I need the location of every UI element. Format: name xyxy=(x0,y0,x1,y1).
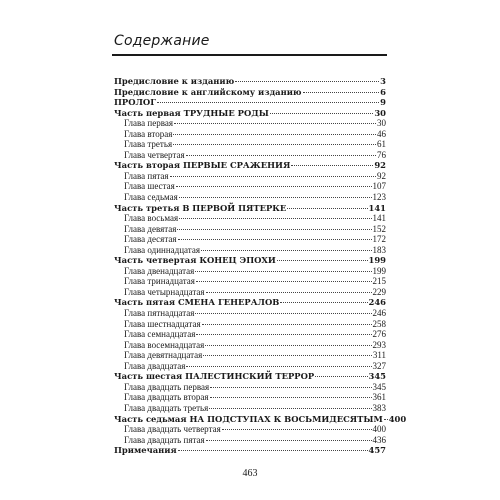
dot-leader xyxy=(210,397,372,398)
toc-chapter-entry xyxy=(114,392,386,403)
dot-leader xyxy=(277,260,368,261)
toc-entry-page: 76 xyxy=(377,149,386,160)
dot-leader xyxy=(196,334,371,335)
toc-chapter-entry xyxy=(114,435,386,446)
toc-entry-page: 123 xyxy=(372,192,386,203)
toc-chapter-entry xyxy=(114,350,386,361)
dot-leader xyxy=(195,271,371,272)
toc-entry-label: Глава девятая xyxy=(124,223,177,234)
toc-entry-label: Предисловие к изданию xyxy=(114,76,235,86)
dot-leader xyxy=(270,113,374,114)
dot-leader xyxy=(201,250,372,251)
dot-leader xyxy=(178,450,368,451)
dot-leader xyxy=(203,355,372,356)
toc-entry-page: 92 xyxy=(374,160,386,171)
toc-entry-page: 172 xyxy=(372,234,386,245)
toc-entry-page: 327 xyxy=(372,360,386,371)
dot-leader xyxy=(287,208,367,209)
dot-leader xyxy=(205,345,371,346)
toc-chapter-entry xyxy=(114,276,386,287)
dot-leader xyxy=(178,239,372,240)
toc-entry-page: 293 xyxy=(372,339,386,350)
toc-entry-label: Глава двадцать четвертая xyxy=(124,424,221,435)
toc-chapter-entry xyxy=(114,287,386,298)
dot-leader xyxy=(206,440,372,441)
toc-chapter-entry xyxy=(114,129,386,140)
title-rule xyxy=(112,54,387,56)
toc-entry-page: 141 xyxy=(372,213,386,224)
toc-entry-page: 199 xyxy=(372,265,386,276)
toc-chapter-entry xyxy=(114,424,386,435)
toc-entry-page: 6 xyxy=(380,86,386,97)
toc-entry-label: Глава восьмая xyxy=(124,213,179,224)
toc-entry-label: Примечания xyxy=(114,445,177,456)
toc-part-entry xyxy=(114,445,386,456)
toc-chapter-entry xyxy=(114,340,386,351)
toc-entry-label: Предисловие к английскому изданию xyxy=(114,86,302,97)
toc-entry-page: 46 xyxy=(377,128,386,139)
toc-chapter-entry xyxy=(114,224,386,235)
toc-chapter-entry xyxy=(114,181,386,192)
toc-entry-label: Глава пятая xyxy=(124,170,169,181)
toc-entry-page: 400 xyxy=(388,413,407,424)
toc-entry-label: Глава седьмая xyxy=(124,192,178,203)
dot-leader xyxy=(157,102,379,103)
toc-entry-page: 215 xyxy=(372,276,386,287)
toc-chapter-entry xyxy=(114,150,386,161)
dot-leader xyxy=(209,408,371,409)
toc-chapter-entry xyxy=(114,192,386,203)
toc-entry-label: Глава четвертая xyxy=(124,149,185,160)
toc-entry-page: 311 xyxy=(372,350,386,361)
toc-entry-label: Глава четырнадцатая xyxy=(124,286,205,297)
toc-entry-page: 229 xyxy=(372,286,386,297)
toc-entry-label: Глава двадцать вторая xyxy=(124,392,209,403)
toc-entry-label: Глава двадцать пятая xyxy=(124,434,205,445)
toc-entry-page: 345 xyxy=(372,381,386,392)
toc-entry-label: Глава шестая xyxy=(124,181,175,192)
toc-part-entry xyxy=(114,87,386,98)
toc-part-entry xyxy=(114,371,386,382)
toc-entry-page: 436 xyxy=(372,434,386,445)
toc-entry-label: Глава шестнадцатая xyxy=(124,318,201,329)
toc-entry-label: Часть шестая ПАЛЕСТИНСКИЙ ТЕРРОР xyxy=(114,371,315,382)
toc-chapter-entry xyxy=(114,118,386,129)
toc-chapter-entry xyxy=(114,403,386,414)
toc-entry-label: Глава девятнадцатая xyxy=(124,350,203,361)
toc-chapter-entry xyxy=(114,319,386,330)
toc-chapter-entry xyxy=(114,245,386,256)
toc-entry-label: Глава третья xyxy=(124,139,173,150)
toc-chapter-entry xyxy=(114,361,386,372)
toc-entry-page: 246 xyxy=(368,297,386,308)
toc-entry-label: Часть первая ТРУДНЫЕ РОДЫ xyxy=(114,107,269,118)
dot-leader xyxy=(196,281,372,282)
toc-part-entry xyxy=(114,297,386,308)
dot-leader xyxy=(291,165,373,166)
toc-entry-page: 30 xyxy=(374,107,386,118)
toc-entry-label: Глава двенадцатая xyxy=(124,265,195,276)
toc-entry-page: 457 xyxy=(368,445,386,456)
toc-entry-page: 345 xyxy=(368,371,386,382)
toc-chapter-entry xyxy=(114,171,386,182)
toc-entry-label: Часть вторая ПЕРВЫЕ СРАЖЕНИЯ xyxy=(114,160,291,171)
dot-leader xyxy=(303,92,380,93)
toc-part-entry xyxy=(114,97,386,108)
toc-chapter-entry xyxy=(114,213,386,224)
table-of-contents xyxy=(114,76,407,456)
toc-entry-label: Глава двадцать первая xyxy=(124,381,210,392)
toc-entry-label: Глава двадцать третья xyxy=(124,402,209,413)
dot-leader xyxy=(179,218,371,219)
toc-chapter-entry xyxy=(114,308,386,319)
dot-leader xyxy=(202,324,372,325)
toc-entry-page: 107 xyxy=(372,181,386,192)
page-number: 463 xyxy=(242,468,258,479)
toc-entry-page: 400 xyxy=(372,424,386,435)
toc-entry-label: Часть четвертая КОНЕЦ ЭПОХИ xyxy=(114,255,276,266)
dot-leader xyxy=(186,366,371,367)
toc-entry-page: 383 xyxy=(372,402,386,413)
toc-entry-label: Глава тринадцатая xyxy=(124,276,195,287)
dot-leader xyxy=(177,229,371,230)
toc-entry-page: 199 xyxy=(368,255,386,266)
toc-part-entry xyxy=(114,255,386,266)
dot-leader xyxy=(174,123,376,124)
toc-entry-page: 3 xyxy=(380,76,386,86)
toc-part-entry xyxy=(114,108,386,119)
toc-entry-page: 141 xyxy=(368,202,386,213)
toc-chapter-entry xyxy=(114,234,386,245)
toc-entry-label: Часть пятая СМЕНА ГЕНЕРАЛОВ xyxy=(114,297,280,308)
toc-entry-page: 258 xyxy=(372,318,386,329)
dot-leader xyxy=(222,429,372,430)
toc-entry-label: Глава первая xyxy=(124,118,173,129)
toc-entry-page: 152 xyxy=(372,223,386,234)
toc-entry-label: Глава вторая xyxy=(124,128,173,139)
toc-entry-page: 61 xyxy=(377,139,386,150)
toc-entry-label: Глава восемнадцатая xyxy=(124,339,205,350)
dot-leader xyxy=(210,387,371,388)
dot-leader xyxy=(179,197,372,198)
toc-entry-label: Глава десятая xyxy=(124,234,177,245)
toc-entry-page: 30 xyxy=(377,118,386,129)
toc-chapter-entry xyxy=(114,139,386,150)
toc-entry-label: Глава семнадцатая xyxy=(124,329,196,340)
dot-leader xyxy=(280,302,367,303)
dot-leader xyxy=(170,176,376,177)
toc-entry-page: 276 xyxy=(372,329,386,340)
dot-leader xyxy=(173,144,376,145)
toc-entry-label: Глава одиннадцатая xyxy=(124,244,200,255)
toc-chapter-entry xyxy=(114,329,386,340)
dot-leader xyxy=(173,134,376,135)
dot-leader xyxy=(384,419,388,420)
toc-chapter-entry xyxy=(114,266,386,277)
toc-entry-page: 92 xyxy=(377,170,386,181)
toc-entry-page: 183 xyxy=(372,244,386,255)
toc-entry-page: 9 xyxy=(380,97,386,108)
toc-entry-label: Часть третья В ПЕРВОЙ ПЯТЕРКЕ xyxy=(114,202,287,213)
toc-part-entry xyxy=(114,203,386,214)
toc-chapter-entry xyxy=(114,382,386,393)
toc-entry-label: Глава пятнадцатая xyxy=(124,308,195,319)
toc-entry-page: 246 xyxy=(372,308,386,319)
toc-part-entry xyxy=(114,160,386,171)
page-title: Содержание xyxy=(114,33,210,49)
toc-entry-label: Глава двадцатая xyxy=(124,360,186,371)
toc-entry-label: Часть седьмая НА ПОДСТУПАХ К ВОСЬМИДЕСЯТЫМ xyxy=(114,413,383,424)
dot-leader xyxy=(206,292,372,293)
dot-leader xyxy=(315,376,367,377)
toc-entry-label: ПРОЛОГ xyxy=(114,97,156,108)
dot-leader xyxy=(176,186,372,187)
toc-entry-page: 361 xyxy=(372,392,386,403)
toc-part-entry xyxy=(114,413,407,425)
dot-leader xyxy=(186,155,376,156)
dot-leader xyxy=(195,313,371,314)
dot-leader xyxy=(235,81,379,82)
toc-part-entry xyxy=(114,76,386,87)
